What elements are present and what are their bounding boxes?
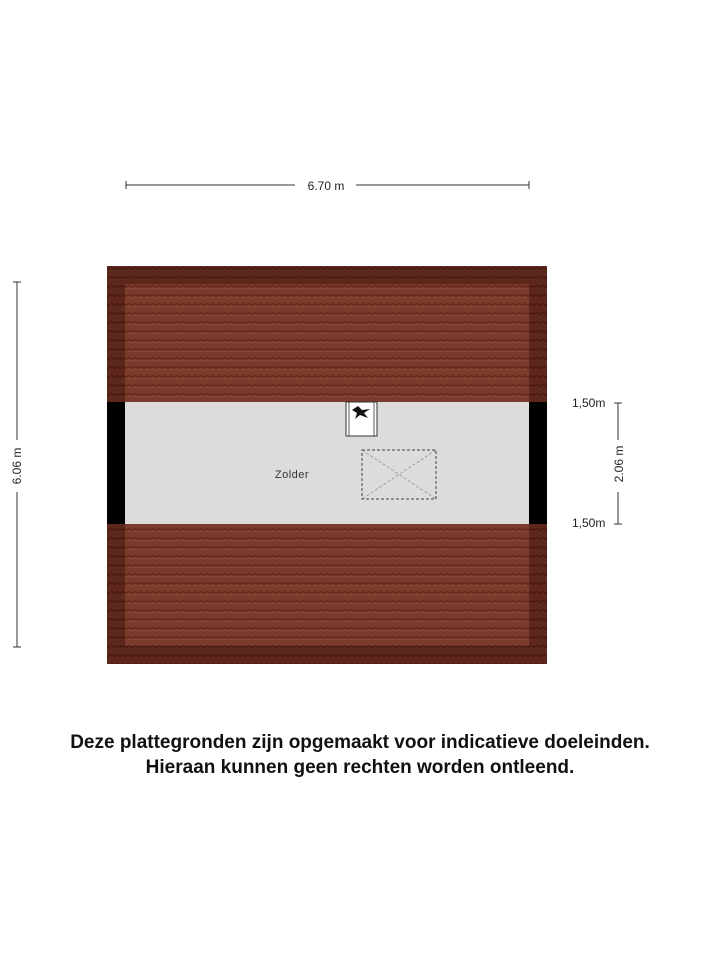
depth-label: 6.06 m bbox=[10, 447, 24, 485]
knee-wall-bottom-label: 1,50m bbox=[572, 516, 606, 530]
disclaimer-line-1: Deze plattegronden zijn opgemaakt voor indicatieve doeleinden. bbox=[70, 732, 650, 753]
width-label: 6.70 m bbox=[307, 179, 345, 193]
attic-floor bbox=[125, 402, 529, 524]
wall-right bbox=[529, 402, 547, 524]
knee-wall-top-label: 1,50m bbox=[572, 396, 606, 410]
room-label-zolder: Zolder bbox=[274, 469, 310, 481]
depth-dimension bbox=[10, 282, 24, 647]
height-dimension bbox=[572, 396, 626, 530]
roof-top bbox=[107, 266, 547, 402]
stair-opening bbox=[346, 402, 377, 436]
roof-bottom bbox=[107, 524, 547, 664]
room-height-label: 2.06 m bbox=[612, 445, 626, 483]
disclaimer-line-2: Hieraan kunnen geen rechten worden ontleend. bbox=[145, 757, 575, 778]
width-dimension bbox=[126, 179, 529, 193]
wall-left bbox=[107, 402, 125, 524]
disclaimer bbox=[0, 730, 720, 780]
